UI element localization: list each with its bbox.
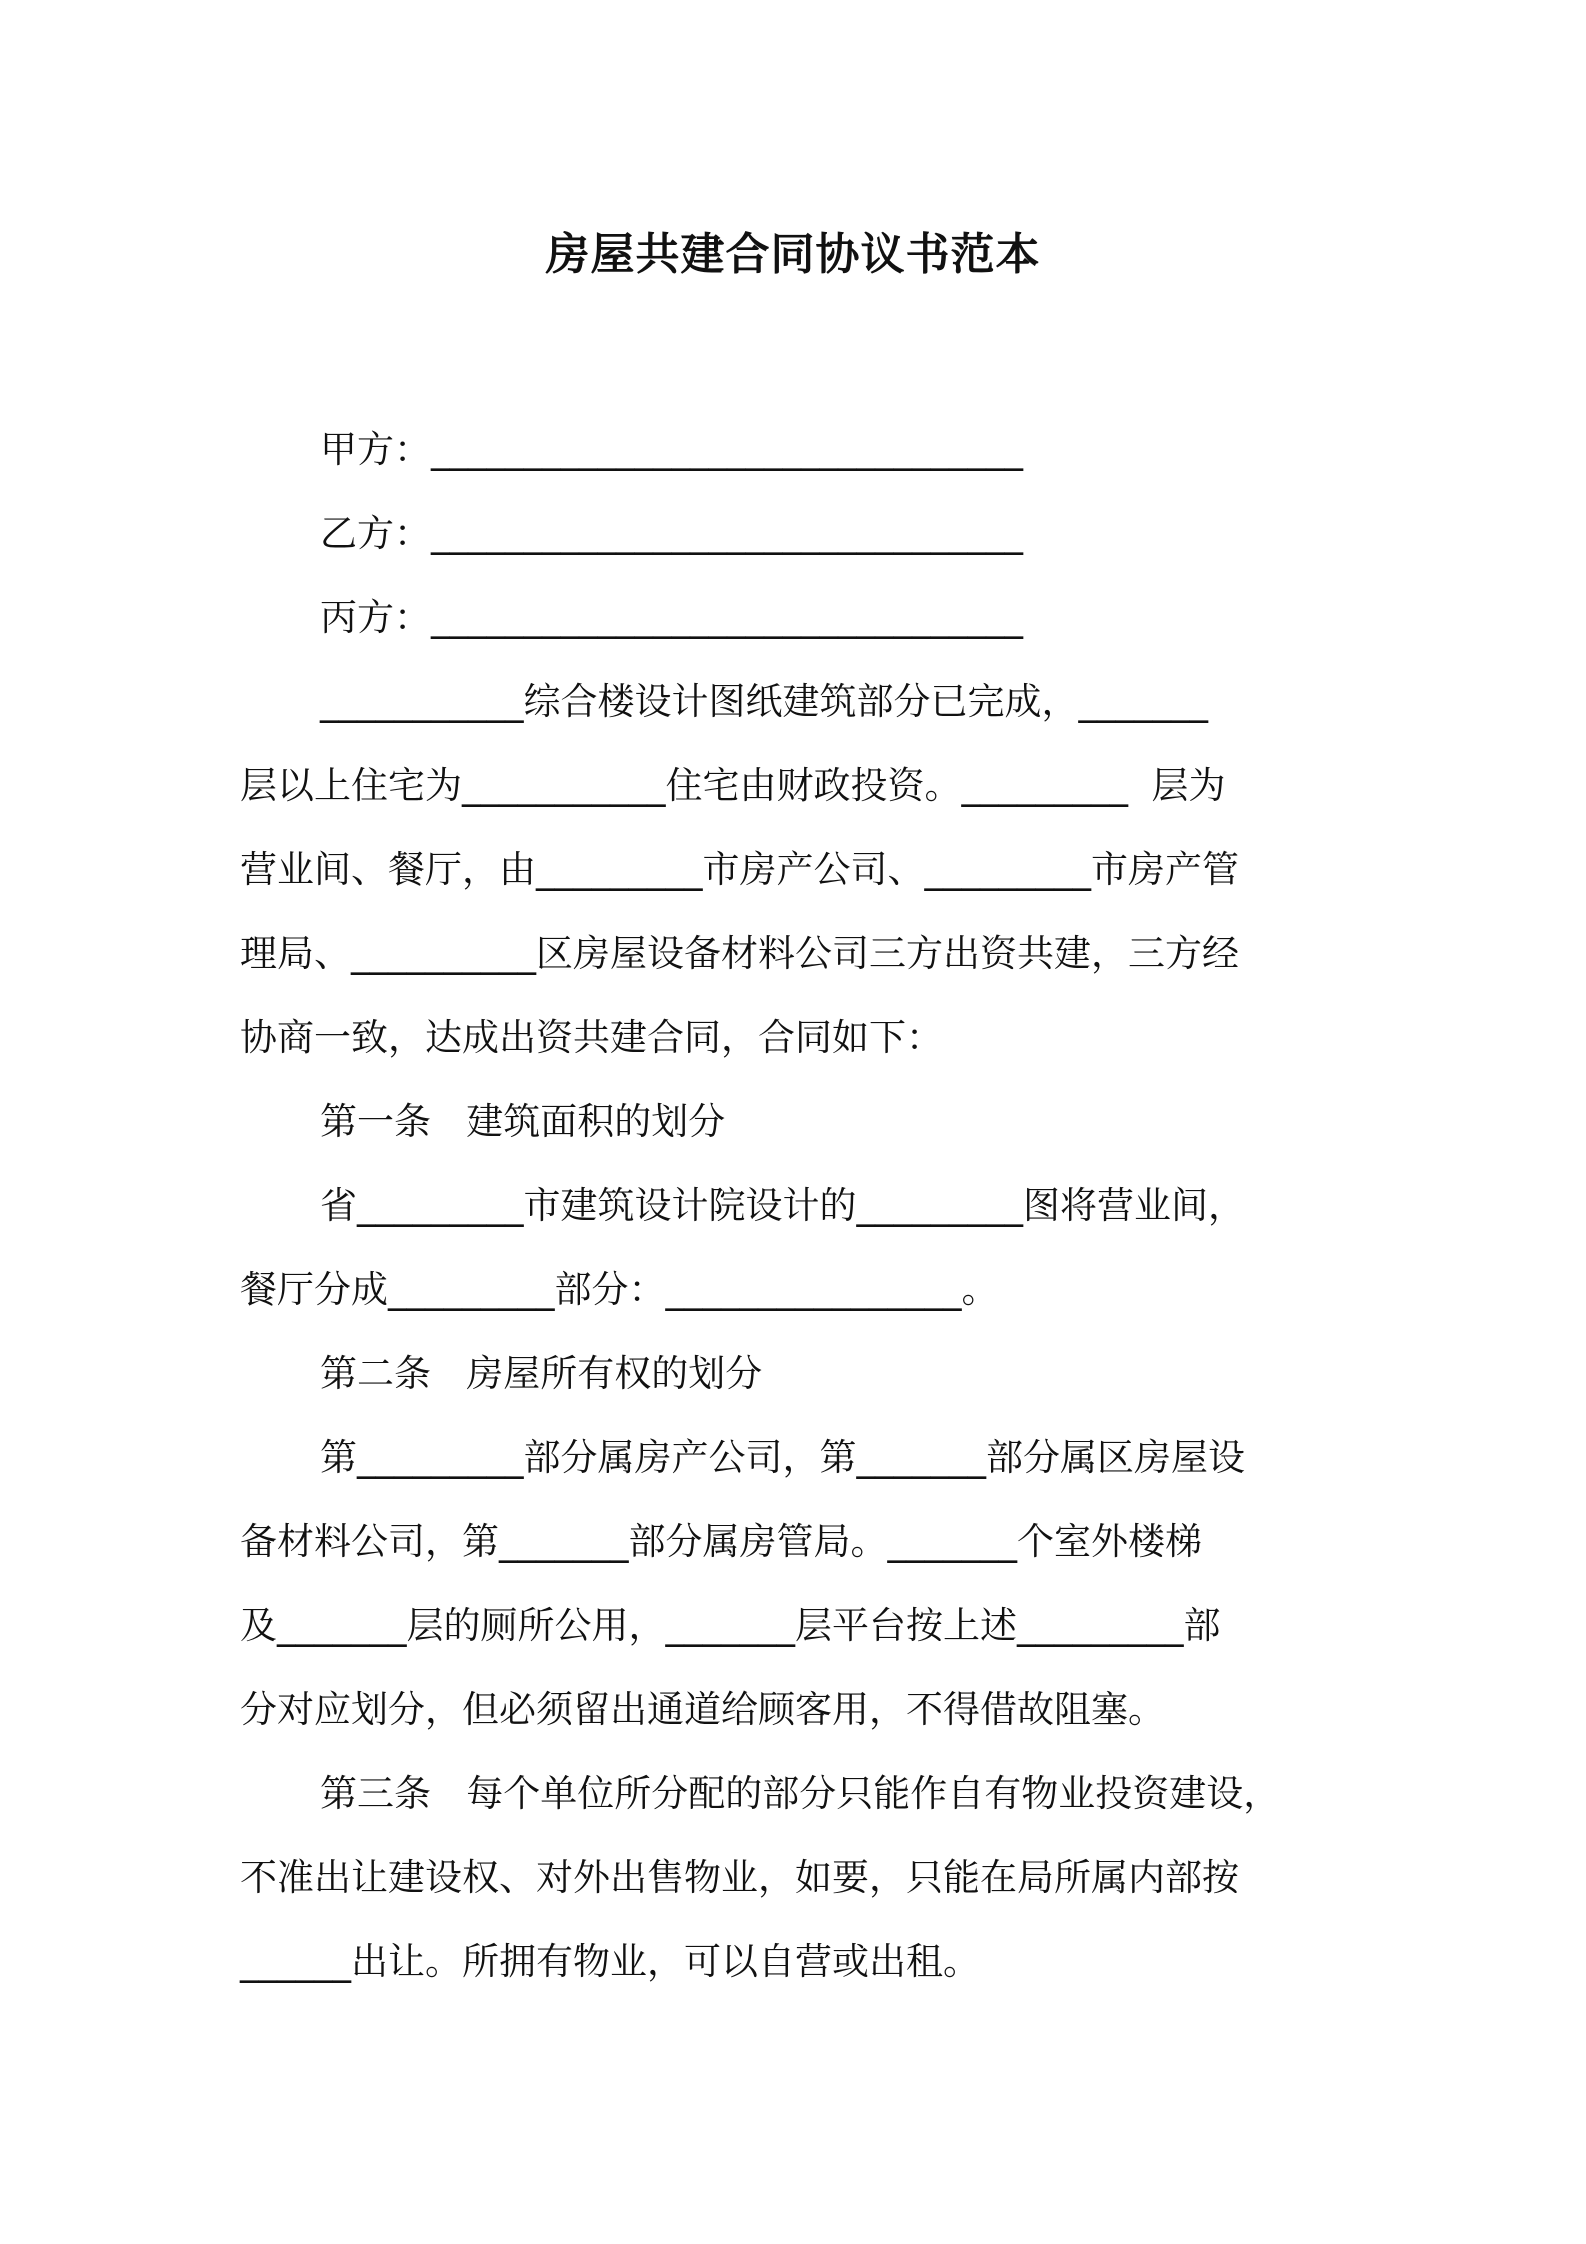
paragraph-line: 协商一致，达成出资共建合同，合同如下： bbox=[240, 1016, 943, 1059]
article-1-heading: 第一条 建筑面积的划分 bbox=[320, 1100, 726, 1143]
paragraph-line: 分对应划分，但必须留出通道给顾客用，不得借故阻塞。 bbox=[240, 1688, 1165, 1731]
article-2-heading: 第二条 房屋所有权的划分 bbox=[320, 1352, 763, 1395]
paragraph-line: 第_________部分属房产公司，第_______部分属区房屋设 bbox=[320, 1436, 1245, 1479]
paragraph-line: 层以上住宅为___________住宅由财政投资。_________ 层为 bbox=[240, 764, 1226, 807]
document-body bbox=[240, 408, 1346, 2004]
paragraph-line: 及_______层的厕所公用，_______层平台按上述_________部 bbox=[240, 1604, 1221, 1647]
paragraph-line: 营业间、餐厅，由_________市房产公司、_________市房产管 bbox=[240, 848, 1239, 891]
paragraph-line: 备材料公司，第_______部分属房管局。_______个室外楼梯 bbox=[240, 1520, 1202, 1563]
paragraph-line: 不准出让建设权、对外出售物业，如要，只能在局所属内部按 bbox=[240, 1856, 1239, 1899]
paragraph-line: 餐厅分成_________部分：________________。 bbox=[240, 1268, 999, 1311]
document-title: 房屋共建合同协议书范本 bbox=[545, 229, 1041, 280]
paragraph-line: 省_________市建筑设计院设计的_________图将营业间， bbox=[320, 1184, 1245, 1227]
article-3-line: 第三条 每个单位所分配的部分只能作自有物业投资建设， bbox=[320, 1772, 1281, 1815]
paragraph-line: 理局、__________区房屋设备材料公司三方出资共建，三方经 bbox=[240, 932, 1239, 975]
party-a-line: 甲方：________________________________ bbox=[320, 428, 1023, 471]
paragraph-line: ______出让。所拥有物业，可以自营或出租。 bbox=[240, 1940, 980, 1983]
party-b-line: 乙方：________________________________ bbox=[320, 512, 1023, 555]
paragraph-line: ___________综合楼设计图纸建筑部分已完成，_______ bbox=[320, 680, 1208, 723]
party-c-line: 丙方：________________________________ bbox=[320, 596, 1023, 639]
